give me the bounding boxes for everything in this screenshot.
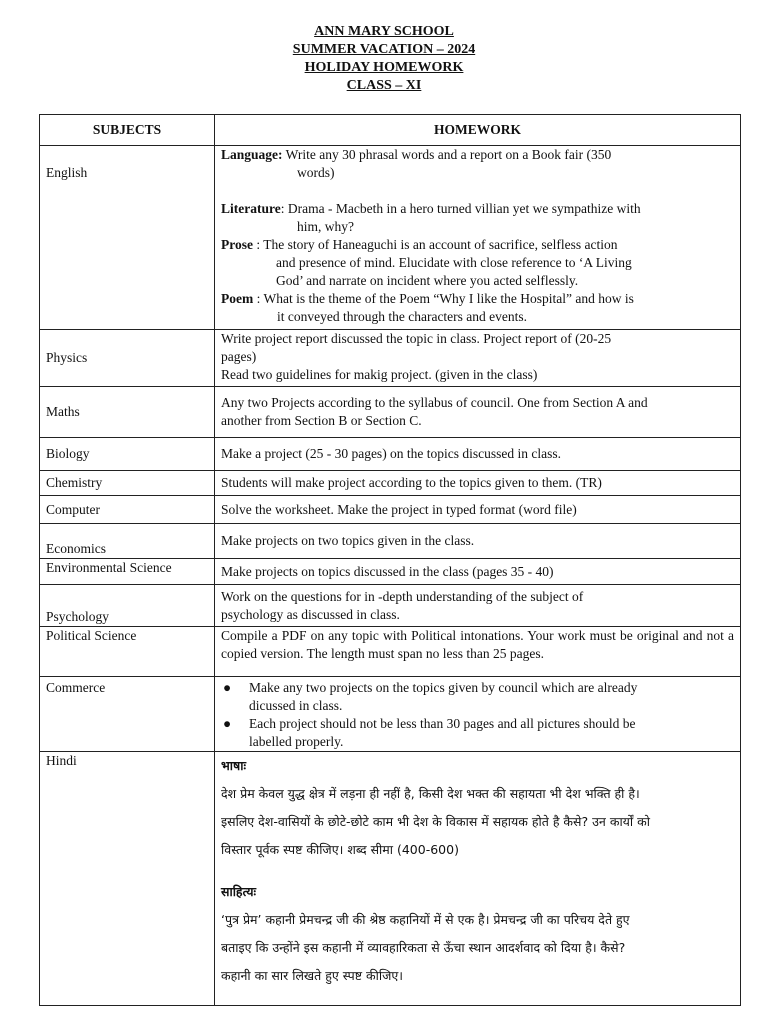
- sahitya-text-3: कहानी का सार लिखते हुए स्पष्ट कीजिए।: [221, 968, 404, 983]
- bullet-icon: ●: [223, 680, 232, 695]
- physics-text-1: Write project report discussed the topic in class. Project report of (20-25: [221, 331, 612, 346]
- subject-psychology: Psychology: [40, 585, 215, 627]
- list-item: [221, 679, 734, 715]
- table-row-computer: [40, 496, 741, 524]
- subject-hindi: Hindi: [40, 752, 215, 1006]
- sahitya-text-1: ‘पुत्र प्रेम’ कहानी प्रेमचन्द्र जी की श्रेष्ठ कहानियों में से एक है। प्रेमचन्द्र जी का परिचय देते हुए: [221, 912, 630, 927]
- sahitya-label: साहित्यः: [221, 884, 256, 899]
- commerce-bullet-1a: Make any two projects on the topics given by council which are already: [249, 680, 638, 695]
- homework-cell-physics: [215, 330, 741, 387]
- table-row-biology: [40, 438, 741, 471]
- homework-column-header: HOMEWORK: [215, 115, 741, 146]
- table-row-chemistry: [40, 471, 741, 496]
- literature-label: Literature: [221, 201, 281, 216]
- language-label: Language:: [221, 147, 283, 162]
- commerce-bullet-2b: labelled properly.: [249, 734, 344, 749]
- class-title: CLASS – XI: [346, 78, 422, 93]
- subject-english: English: [46, 165, 88, 180]
- table-row-english: [40, 146, 741, 330]
- homework-chemistry: Students will make project according to the topics given to them. (TR): [215, 471, 741, 496]
- homework-evs: Make projects on topics discussed in the class (pages 35 - 40): [215, 559, 741, 585]
- homework-cell-commerce: [215, 677, 741, 752]
- homework-economics: Make projects on two topics given in the class.: [215, 524, 741, 559]
- subject-polsci: Political Science: [40, 627, 215, 677]
- subject-economics: Economics: [40, 524, 215, 559]
- vacation-title: SUMMER VACATION – 2024: [292, 42, 476, 57]
- homework-cell-english: [215, 146, 741, 330]
- psychology-text-2: psychology as discussed in class.: [221, 606, 400, 622]
- literature-text-1: : Drama - Macbeth in a hero turned villian yet we sympathize with: [280, 201, 641, 216]
- table-row-evs: [40, 559, 741, 585]
- poem-text-2: it conveyed through the characters and events.: [277, 309, 528, 324]
- list-item: [221, 715, 734, 751]
- bhasha-text-1: देश प्रेम केवल युद्ध क्षेत्र में लड़ना ही नहीं है, किसी देश भक्त की सहायता भी देश भक्ति ही है।: [221, 786, 640, 801]
- document-header: [0, 23, 768, 95]
- poem-label: Poem: [221, 291, 254, 306]
- homework-table: [39, 114, 741, 1006]
- subject-commerce: Commerce: [40, 677, 215, 752]
- language-text-2: words): [297, 165, 335, 180]
- prose-label: Prose: [221, 237, 253, 252]
- subject-chemistry: Chemistry: [40, 471, 215, 496]
- subject-physics: Physics: [40, 330, 215, 387]
- subject-biology: Biology: [40, 438, 215, 471]
- language-text-1: Write any 30 phrasal words and a report on a Book fair (350: [285, 147, 612, 162]
- table-row-maths: [40, 387, 741, 438]
- bhasha-label: भाषाः: [221, 758, 247, 773]
- table-row-commerce: [40, 677, 741, 752]
- table-row-hindi: [40, 752, 741, 1006]
- table-row-physics: [40, 330, 741, 387]
- homework-polsci: Compile a PDF on any topic with Political intonations. Your work must be original and not a copied version. The length must span no less than 25 pages.: [215, 627, 741, 677]
- prose-text-1: : The story of Haneaguchi is an account of sacrifice, selfless action: [253, 237, 618, 252]
- bullet-icon: ●: [223, 716, 232, 731]
- commerce-bullet-2a: Each project should not be less than 30 pages and all pictures should be: [249, 716, 636, 731]
- bhasha-text-2: इसलिए देश-वासियों के छोटे-छोटे काम भी देश के विकास में सहायक होते है कैसे? उन कार्यों को: [221, 814, 650, 829]
- sahitya-text-2: बताइए कि उन्होंने इस कहानी में व्यावहारिकता से ऊँचा स्थान आदर्शवाद को दिया है। कैसे?: [221, 940, 626, 955]
- prose-text-3: God’ and narrate on incident where you acted selflessly.: [276, 273, 579, 288]
- table-row-economics: [40, 524, 741, 559]
- literature-text-2: him, why?: [297, 219, 354, 234]
- homework-cell-hindi: [215, 752, 741, 1006]
- school-name: ANN MARY SCHOOL: [314, 24, 454, 39]
- maths-text-1: Any two Projects according to the syllabus of council. One from Section A and: [221, 395, 648, 410]
- poem-text-1: : What is the theme of the Poem “Why I like the Hospital” and how is: [253, 291, 634, 306]
- bhasha-text-3: विस्तार पूर्वक स्पष्ट कीजिए। शब्द सीमा (400-600): [221, 842, 459, 857]
- homework-cell-psychology: [215, 585, 741, 627]
- homework-title: HOLIDAY HOMEWORK: [304, 60, 464, 75]
- homework-computer: Solve the worksheet. Make the project in typed format (word file): [215, 496, 741, 524]
- physics-text-2: pages): [221, 349, 257, 364]
- homework-biology: Make a project (25 - 30 pages) on the topics discussed in class.: [215, 438, 741, 471]
- table-header-row: [40, 115, 741, 146]
- table-row-psychology: [40, 585, 741, 627]
- subject-cell: [40, 146, 215, 330]
- subject-maths: Maths: [40, 387, 215, 438]
- subject-evs: Environmental Science: [40, 559, 215, 585]
- psychology-text-1: Work on the questions for in -depth understanding of the subject of: [221, 588, 584, 604]
- table-row-polsci: [40, 627, 741, 677]
- maths-text-2: another from Section B or Section C.: [221, 413, 422, 428]
- homework-cell-maths: [215, 387, 741, 438]
- subject-computer: Computer: [40, 496, 215, 524]
- prose-text-2: and presence of mind. Elucidate with close reference to ‘A Living: [276, 255, 632, 270]
- subjects-column-header: SUBJECTS: [40, 115, 215, 146]
- physics-text-3: Read two guidelines for makig project. (given in the class): [221, 367, 538, 382]
- commerce-bullet-1b: dicussed in class.: [249, 698, 343, 713]
